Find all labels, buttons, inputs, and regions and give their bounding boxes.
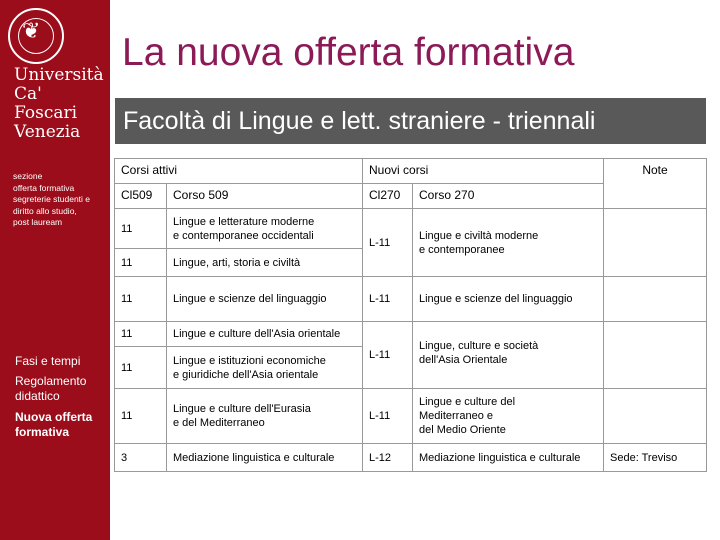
- cell-old-class: 11: [115, 277, 167, 322]
- cell-note: [604, 277, 707, 322]
- lion-icon: ❦: [22, 18, 41, 43]
- col-header-old-course: Corso 509: [167, 184, 363, 209]
- cell-new-course: Lingue, culture e società dell'Asia Orientale: [413, 322, 604, 389]
- page-title: La nuova offerta formativa: [122, 31, 575, 74]
- sidebar-item-regolamento-didattico[interactable]: Regolamento didattico: [15, 374, 87, 403]
- cell-old-class: 3: [115, 444, 167, 472]
- col-header-old-class: Cl509: [115, 184, 167, 209]
- cell-old-course: Lingue e culture dell'Eurasia e del Mediterraneo: [167, 389, 363, 444]
- cell-new-class: L-11: [363, 209, 413, 277]
- sidebar-small-link[interactable]: sezione: [13, 171, 43, 181]
- cell-new-class: L-11: [363, 322, 413, 389]
- group-header-new: Nuovi corsi: [363, 159, 604, 184]
- sidebar-item-fasi-e-tempi[interactable]: Fasi e tempi: [15, 354, 81, 368]
- sidebar-small-links: [13, 171, 90, 229]
- cell-new-course: Lingue e civiltà moderne e contemporanee: [413, 209, 604, 277]
- cell-old-course: Lingue e scienze del linguaggio: [167, 277, 363, 322]
- cell-new-course: Mediazione linguistica e culturale: [413, 444, 604, 472]
- table-row: [115, 322, 707, 347]
- cell-note: [604, 209, 707, 277]
- cell-new-course: Lingue e scienze del linguaggio: [413, 277, 604, 322]
- sidebar-small-link[interactable]: post lauream: [13, 217, 63, 227]
- cell-new-course: Lingue e culture del Mediterraneo e del Medio Oriente: [413, 389, 604, 444]
- cell-old-course: Mediazione linguistica e culturale: [167, 444, 363, 472]
- cell-old-class: 11: [115, 249, 167, 277]
- cell-old-class: 11: [115, 209, 167, 249]
- cell-new-class: L-11: [363, 277, 413, 322]
- sidebar-small-link[interactable]: segreterie studenti e: [13, 194, 91, 204]
- col-header-new-class: Cl270: [363, 184, 413, 209]
- group-header-note: Note: [604, 159, 707, 209]
- sidebar-item-nuova-offerta-formativa[interactable]: Nuova offerta formativa: [15, 410, 93, 439]
- table-row: [115, 444, 707, 472]
- cell-note: [604, 322, 707, 389]
- cell-old-class: 11: [115, 322, 167, 347]
- group-header-old: Corsi attivi: [115, 159, 363, 184]
- university-seal-logo: [8, 8, 64, 64]
- table-group-header-row: [115, 159, 707, 184]
- cell-old-course: Lingue e letterature moderne e contemporanee occidentali: [167, 209, 363, 249]
- cell-old-class: 11: [115, 389, 167, 444]
- logo-line-2: Ca' Foscari: [14, 84, 78, 123]
- sidebar-small-link[interactable]: offerta formativa: [13, 182, 75, 193]
- section-subtitle: Facoltà di Lingue e lett. straniere - triennali: [115, 98, 706, 144]
- col-header-new-course: Corso 270: [413, 184, 604, 209]
- university-logo-text: [14, 66, 110, 142]
- table-row: [115, 209, 707, 249]
- cell-note: Sede: Treviso: [604, 444, 707, 472]
- cell-old-course: Lingue, arti, storia e civiltà: [167, 249, 363, 277]
- sidebar-small-link[interactable]: diritto allo studio,: [13, 205, 77, 216]
- cell-new-class: L-12: [363, 444, 413, 472]
- sidebar: [0, 0, 110, 540]
- logo-line-1: Università: [14, 65, 104, 85]
- logo-line-3: Venezia: [14, 122, 81, 142]
- cell-new-class: L-11: [363, 389, 413, 444]
- courses-table: [114, 158, 707, 472]
- cell-old-course: Lingue e istituzioni economiche e giuridiche dell'Asia orientale: [167, 347, 363, 389]
- table-row: [115, 389, 707, 444]
- table-row: [115, 277, 707, 322]
- cell-note: [604, 389, 707, 444]
- cell-old-class: 11: [115, 347, 167, 389]
- cell-old-course: Lingue e culture dell'Asia orientale: [167, 322, 363, 347]
